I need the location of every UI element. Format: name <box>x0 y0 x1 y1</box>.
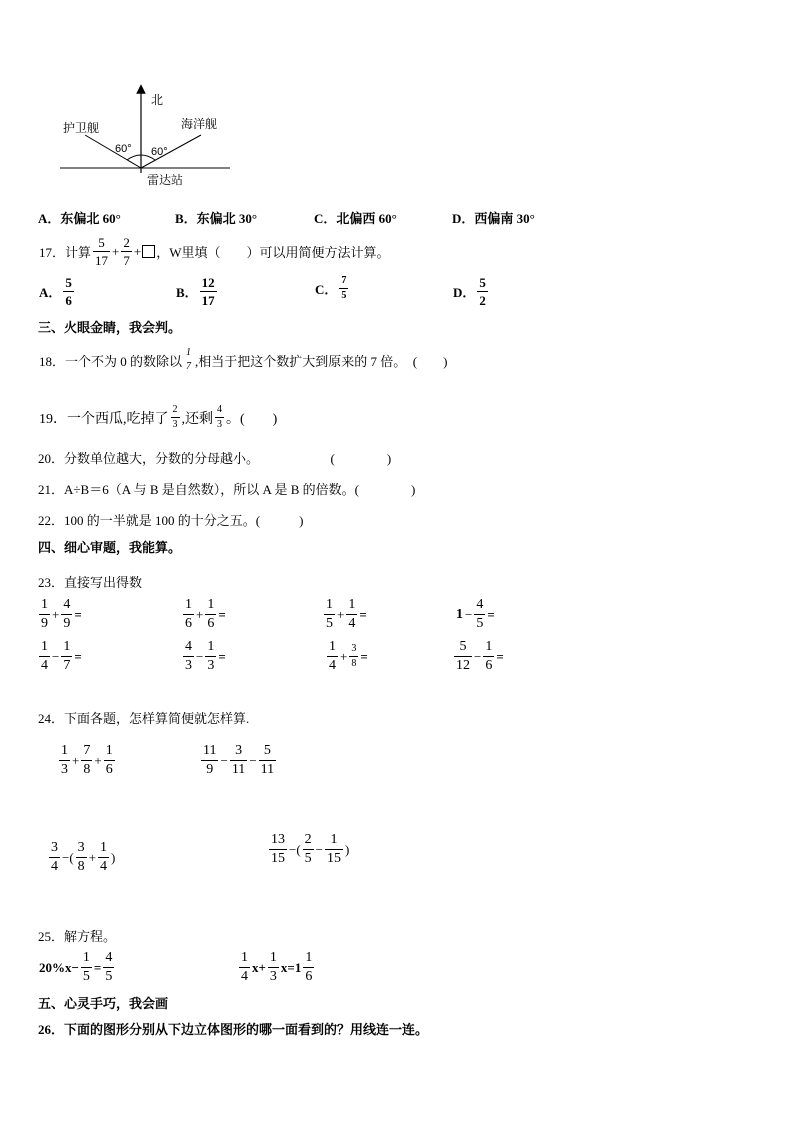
question-22: 22．100 的一半就是 100 的十分之五。( ) <box>38 513 304 528</box>
section-4-heading: 四、细心审题，我能算。 <box>38 540 182 555</box>
question-20: 20．分数单位越大，分数的分母越小。 ( ) <box>38 451 392 466</box>
section-3-heading: 三、火眼金睛，我会判。 <box>38 320 182 335</box>
fraction: $\frac{2}{7}$ <box>123 235 130 268</box>
question-18: 18．一个不为 0 的数除以 1 7 ,相当于把这个数扩大到原来的 7 倍。 ( ) <box>39 347 448 372</box>
right-ship-label: 海洋舰 <box>181 117 218 131</box>
q16-option-b[interactable]: B．东偏北 30° <box>175 211 258 226</box>
right-angle-label: 60° <box>151 146 168 158</box>
q24-expr-3: $\frac{3}{4}$ −( $\frac{3}{8}$ + $\frac{1}{4}$ ) <box>51 840 116 874</box>
question-19: 19．一个西瓜,吃掉了 $\frac{2}{3}$ ,还剩 $\frac{4}{3}$ 。( ) <box>39 404 278 430</box>
question-26: 26．下面的图形分别从下边立体图形的哪一面看到的？用线连一连。 <box>38 1022 429 1037</box>
north-label: 北 <box>151 93 164 107</box>
q16-option-a[interactable]: A．东偏北 60° <box>38 211 121 226</box>
q23-item-6: $\frac{4}{3}$ − $\frac{1}{3}$ = <box>185 639 226 673</box>
fraction: $\frac{4}{3}$ <box>217 404 222 430</box>
q16-option-c[interactable]: C．北偏西 60° <box>314 211 397 226</box>
q23-item-2: $\frac{1}{6}$ + $\frac{1}{6}$ = <box>185 597 226 631</box>
blank-box <box>142 245 155 258</box>
q23-item-5: $\frac{1}{4}$ − $\frac{1}{7}$ = <box>41 639 82 673</box>
question-23-title: 23．直接写出得数 <box>38 575 143 590</box>
q17-option-d[interactable]: D． $\frac{5}{2}$ <box>453 275 486 308</box>
right-ray <box>141 135 201 168</box>
fraction: $\frac{5}{6}$ <box>65 275 72 308</box>
q23-item-3: $\frac{1}{5}$ + $\frac{1}{4}$ = <box>326 597 367 631</box>
q17-prefix: 17．计算 <box>39 245 92 260</box>
q23-item-1: $\frac{1}{9}$ + $\frac{4}{9}$ = <box>41 597 82 631</box>
q25-equation-1: 20%x− $\frac{1}{5}$ = $\frac{4}{5}$ <box>39 950 113 984</box>
station-label: 雷达站 <box>147 173 184 187</box>
direction-diagram <box>55 80 245 192</box>
q17-suffix: ，W里填（ ）可以用简便方法计算。 <box>156 245 390 260</box>
q24-expr-4: $\frac{13}{15}$ −( $\frac{2}{5}$ − $\frac{1}{15}$ ) <box>271 832 350 866</box>
q23-item-7: $\frac{1}{4}$ + $\frac{3}{8}$ = <box>329 639 368 673</box>
section-5-heading: 五、心灵手巧，我会画 <box>38 996 169 1011</box>
q25-equation-2: $\frac{1}{4}$ x+ $\frac{1}{3}$ x=1 $\frac{1}{6}$ <box>241 950 313 984</box>
question-25-title: 25．解方程。 <box>38 929 117 944</box>
fraction: $\frac{12}{17}$ <box>201 275 215 308</box>
question-17: 17．计算 $\frac{5}{17}$ + $\frac{2}{7}$ + ，W里填（ ）可以用简便方法计算。 <box>39 235 390 268</box>
q16-option-d[interactable]: D．西偏南 30° <box>452 211 535 226</box>
question-24-title: 24．下面各题，怎样算简便就怎样算. <box>38 711 250 726</box>
question-21: 21．A÷B＝6（A 与 B 是自然数），所以 A 是 B 的倍数。( ) <box>38 482 416 497</box>
q23-item-4: 1 − $\frac{4}{5}$ = <box>456 597 495 631</box>
fraction: $\frac{2}{3}$ <box>172 404 178 430</box>
q24-expr-2: $\frac{11}{9}$ − $\frac{3}{11}$ − $\frac{5}{11}$ <box>203 743 275 777</box>
q24-expr-1: $\frac{1}{3}$ + $\frac{7}{8}$ + $\frac{1}{6}$ <box>61 743 113 777</box>
left-ray <box>85 135 141 168</box>
left-angle-label: 60° <box>115 143 132 155</box>
q17-option-a[interactable]: A． $\frac{5}{6}$ <box>39 275 72 308</box>
fraction: $\frac{7}{5}$ <box>341 275 347 301</box>
left-ship-label: 护卫舰 <box>63 121 100 135</box>
q23-item-8: $\frac{5}{12}$ − $\frac{1}{6}$ = <box>456 639 504 673</box>
fraction: $\frac{5}{2}$ <box>479 275 486 308</box>
q17-option-c[interactable]: C． $\frac{7}{5}$ <box>315 275 347 301</box>
fraction: $\frac{5}{17}$ <box>95 235 109 268</box>
fraction: 1 7 <box>186 347 192 372</box>
q17-option-b[interactable]: B． $\frac{12}{17}$ <box>176 275 215 308</box>
